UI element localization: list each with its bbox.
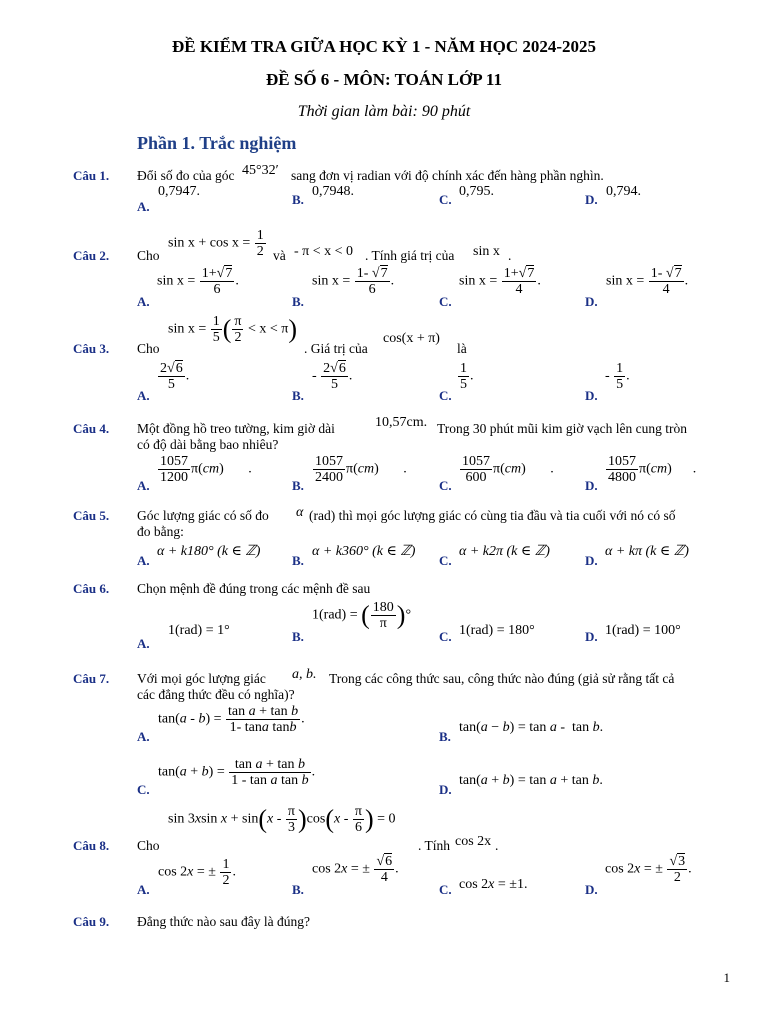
q1-option-d: 0,794.: [606, 184, 641, 199]
q6-letter-c: C.: [439, 629, 452, 644]
q7-option-c: tan(a + b) = $\frac{\text{tan a + tan b}}{\text{1 - tan a tan b}}$ .: [158, 757, 316, 788]
question-1-label: Câu 1.: [73, 168, 110, 183]
q6-option-d: 1(rad) = 100°: [605, 623, 681, 638]
q5-letter-d: D.: [585, 553, 598, 568]
q7-option-b: tan(a − b) = tan a - tan b.: [459, 720, 604, 735]
q8-option-b: cos 2x = ± $\frac{√6}{4}$ .: [312, 854, 399, 885]
question-9-label: Câu 9.: [73, 914, 110, 929]
question-2-target: sin x: [473, 244, 500, 259]
q7-letter-b: B.: [439, 729, 451, 744]
q5-option-b: α + k360° (k ∈ ℤ): [312, 544, 416, 559]
q5-option-d: α + kπ (k ∈ ℤ): [605, 544, 689, 559]
exam-subtitle: ĐỀ SỐ 6 - MÔN: TOÁN LỚP 11: [266, 70, 502, 89]
question-8-equation: sin 3xsin x + sin(x - $\frac{\pi}{3}$ )cos(x - $\frac{\pi}{6}$ ) = 0: [168, 804, 396, 835]
q4-option-c: $\frac{1057}{600}$ π(cm) .: [462, 454, 554, 485]
q4-letter-c: C.: [439, 478, 452, 493]
q5-letter-a: A.: [137, 553, 150, 568]
question-1-text-2: sang đơn vị radian với độ chính xác đến hàng phần nghìn.: [291, 168, 604, 183]
q5-option-a: α + k180° (k ∈ ℤ): [157, 544, 261, 559]
q3-letter-d: D.: [585, 388, 598, 403]
q1-option-c: 0,795.: [459, 184, 494, 199]
q6-option-b: 1(rad) = ( $\frac{180}{\pi}$ )°: [312, 600, 412, 631]
q2-letter-a: A.: [137, 294, 150, 309]
question-2-period: .: [508, 248, 512, 263]
q1-letter-b: B.: [292, 192, 304, 207]
section-heading: Phần 1. Trắc nghiệm: [137, 133, 297, 153]
question-7-text: Với mọi góc lượng giác: [137, 671, 266, 686]
q2-letter-c: C.: [439, 294, 452, 309]
question-8-target: cos 2x: [455, 834, 492, 849]
question-2-range: - π < x < 0: [294, 244, 354, 259]
q2-letter-b: B.: [292, 294, 304, 309]
question-5-text: Góc lượng giác có số đo: [137, 508, 269, 523]
q6-letter-a: A.: [137, 636, 150, 651]
question-8-label: Câu 8.: [73, 838, 110, 853]
q8-option-c: cos 2x = ±1.: [459, 877, 528, 892]
question-5-text-2: (rad) thì mọi góc lượng giác có cùng tia đầu và tia cuối với nó có số: [309, 508, 676, 523]
q2-letter-d: D.: [585, 294, 598, 309]
question-3-text: Cho: [137, 341, 160, 356]
question-1-text: Đổi số đo của góc: [137, 168, 235, 183]
q3-option-d: - $\frac{1}{5}$ .: [605, 361, 630, 392]
q8-letter-a: A.: [137, 882, 150, 897]
q3-option-a: $\frac{2√6}{5}$ .: [160, 361, 190, 392]
q2-option-c: sin x = $\frac{1+√7}{4}$ .: [459, 266, 541, 297]
q6-option-c: 1(rad) = 180°: [459, 623, 535, 638]
q4-letter-d: D.: [585, 478, 598, 493]
q3-option-b: - $\frac{2√6}{5}$ .: [312, 361, 353, 392]
q5-letter-c: C.: [439, 553, 452, 568]
q2-option-a: sin x = $\frac{1+√7}{6}$ .: [157, 266, 239, 297]
q8-option-a: cos 2x = ± $\frac{1}{2}$ .: [158, 857, 236, 888]
exam-title: ĐỀ KIỂM TRA GIỮA HỌC KỲ 1 - NĂM HỌC 2024-2025: [171, 37, 597, 56]
q4-letter-a: A.: [137, 478, 150, 493]
question-3-text-3: là: [457, 341, 467, 356]
question-7-text-2: Trong các công thức sau, công thức nào đúng (giả sử rằng tất cả: [329, 671, 675, 686]
q2-option-d: sin x = $\frac{1- √7}{4}$ .: [606, 266, 689, 297]
q5-letter-b: B.: [292, 553, 304, 568]
question-2-label: Câu 2.: [73, 248, 110, 263]
q4-option-d: $\frac{1057}{4800}$ π(cm) .: [608, 454, 697, 485]
q7-letter-c: C.: [137, 782, 150, 797]
question-5-label: Câu 5.: [73, 508, 110, 523]
page-number: 1: [723, 970, 730, 985]
question-4-text: Một đồng hồ treo tường, kim giờ dài: [137, 421, 335, 436]
question-4-text-2: Trong 30 phút mũi kim giờ vạch lên cung tròn: [437, 421, 688, 436]
question-8-text: Cho: [137, 838, 160, 853]
question-2-text: Cho: [137, 248, 160, 263]
question-4-length: 10,57cm.: [375, 415, 428, 430]
q8-letter-b: B.: [292, 882, 304, 897]
q7-letter-d: D.: [439, 782, 452, 797]
question-6-label: Câu 6.: [73, 581, 110, 596]
q5-option-c: α + k2π (k ∈ ℤ): [459, 544, 550, 559]
q1-letter-d: D.: [585, 192, 598, 207]
q4-option-a: $\frac{1057}{1200}$ π(cm) .: [160, 454, 252, 485]
question-3-label: Câu 3.: [73, 341, 110, 356]
question-5-alpha: α: [296, 505, 304, 520]
question-8-text-2: . Tính: [418, 838, 451, 853]
q1-option-a: 0,7947.: [158, 184, 200, 199]
q6-letter-d: D.: [585, 629, 598, 644]
q7-option-a: tan(a - b) = $\frac{\text{tan a + tan b}}{\text{1- tana tanb}}$ .: [158, 704, 305, 735]
q1-option-b: 0,7948.: [312, 184, 354, 199]
exam-time: Thời gian làm bài: 90 phút: [297, 103, 471, 120]
q6-letter-b: B.: [292, 629, 304, 644]
question-2-and: và: [273, 248, 286, 263]
q7-letter-a: A.: [137, 729, 150, 744]
q3-option-c: $\frac{1}{5}$ .: [460, 361, 474, 392]
question-7-vars: a, b.: [292, 667, 317, 682]
q2-option-b: sin x = $\frac{1- √7}{6}$ .: [312, 266, 395, 297]
q1-letter-c: C.: [439, 192, 452, 207]
q7-option-d: tan(a + b) = tan a + tan b.: [459, 773, 603, 788]
q3-letter-b: B.: [292, 388, 304, 403]
q4-option-b: $\frac{1057}{2400}$ π(cm) .: [315, 454, 407, 485]
q3-letter-c: C.: [439, 388, 452, 403]
question-3-condition: sin x = $\frac{1}{5}$ ( $\frac{\pi}{2}$ < x < π): [168, 314, 298, 345]
question-6-text: Chọn mệnh đề đúng trong các mệnh đề sau: [137, 581, 371, 596]
question-2-text-2: . Tính giá trị của: [365, 248, 455, 263]
question-3-target: cos(x + π): [383, 331, 440, 346]
question-1-angle: 45°32′: [242, 163, 279, 178]
question-9-text: Đẳng thức nào sau đây là đúng?: [137, 914, 311, 929]
question-2-condition: sin x + cos x = $\frac{1}{2}$: [168, 228, 264, 259]
q8-letter-c: C.: [439, 882, 452, 897]
q6-option-b-text: 1(rad) =: [312, 607, 358, 623]
q8-letter-d: D.: [585, 882, 598, 897]
question-7-text-3: các đẳng thức đều có nghĩa)?: [137, 687, 295, 702]
q3-letter-a: A.: [137, 388, 150, 403]
question-8-period: .: [495, 838, 499, 853]
q8-option-d: cos 2x = ± $\frac{√3}{2}$ .: [605, 854, 692, 885]
question-7-label: Câu 7.: [73, 671, 110, 686]
question-3-text-2: . Giá trị của: [304, 341, 368, 356]
question-5-text-3: đo bằng:: [137, 524, 184, 539]
q4-letter-b: B.: [292, 478, 304, 493]
question-4-text-3: có độ dài bằng bao nhiêu?: [137, 437, 279, 452]
q1-letter-a: A.: [137, 199, 150, 214]
q6-option-a: 1(rad) = 1°: [168, 623, 230, 638]
question-4-label: Câu 4.: [73, 421, 110, 436]
